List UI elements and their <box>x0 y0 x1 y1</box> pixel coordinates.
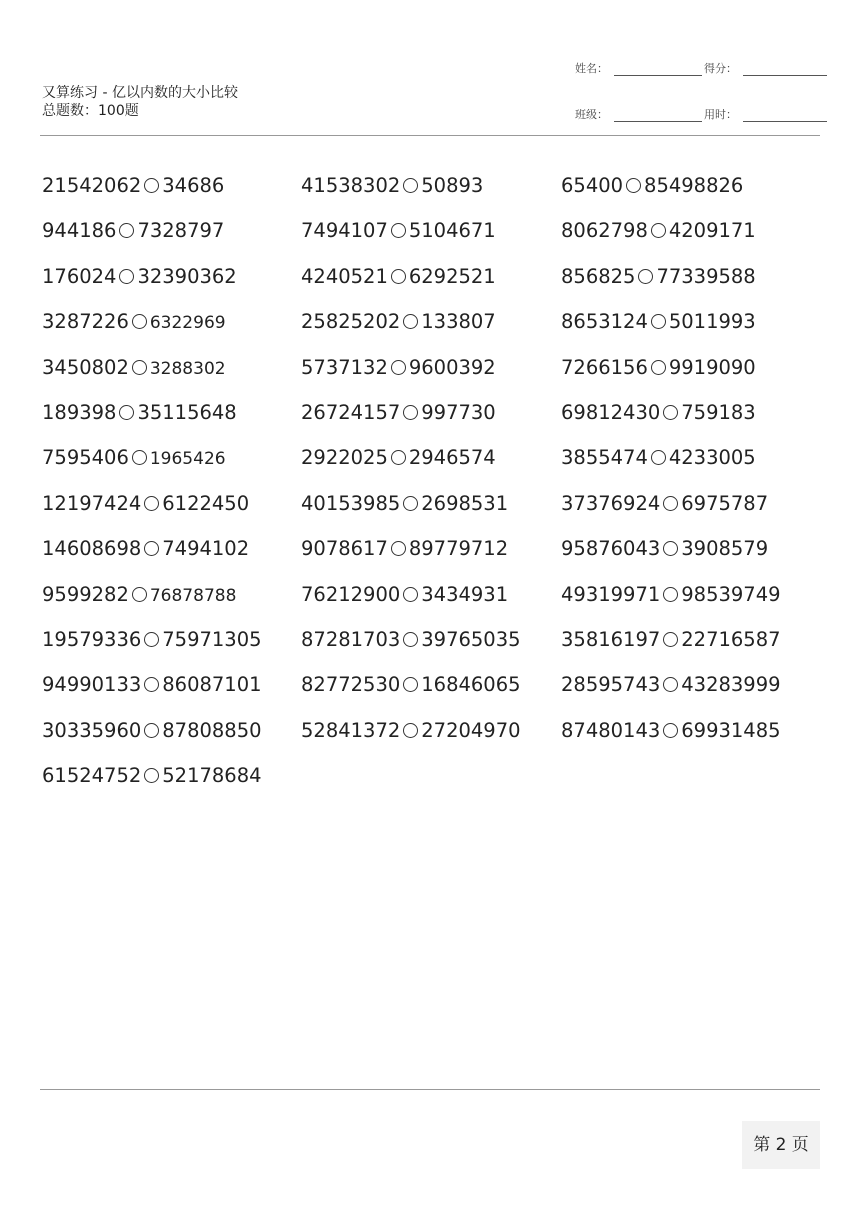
left-number: 94990133 <box>42 673 142 696</box>
left-number: 52841372 <box>301 719 401 742</box>
right-number: 16846065 <box>421 673 521 696</box>
comparison-problem <box>561 308 756 336</box>
comparison-problem <box>561 535 768 563</box>
comparison-problem <box>301 217 496 245</box>
answer-circle[interactable] <box>663 723 678 738</box>
right-number: 3434931 <box>421 583 509 606</box>
right-number: 2946574 <box>408 446 496 469</box>
comparison-problem <box>561 581 781 609</box>
answer-circle[interactable] <box>391 223 406 238</box>
comparison-problem <box>42 671 262 699</box>
comparison-problem <box>301 399 496 427</box>
left-number: 5737132 <box>301 356 388 379</box>
right-number: 133807 <box>421 310 496 333</box>
comparison-problem <box>301 626 521 654</box>
left-number: 3450802 <box>42 356 129 379</box>
right-number: 1965426 <box>149 449 226 469</box>
total-count: 总题数：100题 <box>42 103 139 119</box>
answer-circle[interactable] <box>132 314 147 329</box>
time-label: 用时： <box>704 108 737 121</box>
answer-circle[interactable] <box>403 677 418 692</box>
comparison-problem <box>42 263 237 291</box>
right-number: 3288302 <box>149 359 226 379</box>
answer-circle[interactable] <box>663 677 678 692</box>
right-number: 6122450 <box>162 492 250 515</box>
comparison-problem <box>42 626 262 654</box>
answer-circle[interactable] <box>144 178 159 193</box>
right-number: 6322969 <box>149 313 226 333</box>
comparison-problem <box>42 581 236 609</box>
comparison-problem <box>561 717 781 745</box>
right-number: 85498826 <box>644 174 744 197</box>
name-blank[interactable] <box>614 63 702 76</box>
right-number: 34686 <box>162 174 225 197</box>
comparison-problem <box>561 490 768 518</box>
right-number: 35115648 <box>137 401 237 424</box>
right-number: 9600392 <box>408 356 496 379</box>
left-number: 21542062 <box>42 174 142 197</box>
left-number: 7494107 <box>301 219 388 242</box>
left-number: 82772530 <box>301 673 401 696</box>
right-number: 4233005 <box>668 446 756 469</box>
right-number: 9919090 <box>668 356 756 379</box>
answer-circle[interactable] <box>144 496 159 511</box>
right-number: 32390362 <box>137 265 237 288</box>
answer-circle[interactable] <box>638 269 653 284</box>
comparison-problem <box>42 172 224 200</box>
answer-circle[interactable] <box>651 450 666 465</box>
left-number: 87281703 <box>301 628 401 651</box>
left-number: 8062798 <box>561 219 648 242</box>
answer-circle[interactable] <box>403 405 418 420</box>
comparison-problem <box>561 444 756 472</box>
answer-circle[interactable] <box>391 541 406 556</box>
comparison-problem <box>42 354 226 382</box>
comparison-problem <box>42 217 224 245</box>
right-number: 6292521 <box>408 265 496 288</box>
right-number: 7328797 <box>137 219 225 242</box>
right-number: 3908579 <box>681 537 769 560</box>
left-number: 49319971 <box>561 583 661 606</box>
right-number: 7494102 <box>162 537 250 560</box>
footer-divider <box>40 1089 820 1090</box>
right-number: 5011993 <box>668 310 756 333</box>
left-number: 4240521 <box>301 265 388 288</box>
left-number: 76212900 <box>301 583 401 606</box>
right-number: 77339588 <box>656 265 756 288</box>
comparison-problem <box>42 535 249 563</box>
left-number: 189398 <box>42 401 117 424</box>
left-number: 65400 <box>561 174 624 197</box>
right-number: 759183 <box>681 401 756 424</box>
right-number: 52178684 <box>162 764 262 787</box>
header-divider <box>40 135 820 136</box>
worksheet-header <box>0 0 860 140</box>
left-number: 95876043 <box>561 537 661 560</box>
left-number: 28595743 <box>561 673 661 696</box>
answer-circle[interactable] <box>626 178 641 193</box>
worksheet-title: 又算练习 - 亿以内数的大小比较 <box>42 85 238 101</box>
left-number: 8653124 <box>561 310 648 333</box>
comparison-problem <box>301 172 483 200</box>
answer-circle[interactable] <box>144 768 159 783</box>
right-number: 22716587 <box>681 628 781 651</box>
left-number: 7595406 <box>42 446 129 469</box>
answer-circle[interactable] <box>132 587 147 602</box>
comparison-problem <box>561 671 781 699</box>
comparison-problem <box>42 762 262 790</box>
left-number: 176024 <box>42 265 117 288</box>
comparison-problem <box>42 717 262 745</box>
left-number: 944186 <box>42 219 117 242</box>
comparison-problem <box>42 490 249 518</box>
answer-circle[interactable] <box>119 223 134 238</box>
answer-circle[interactable] <box>403 632 418 647</box>
left-number: 26724157 <box>301 401 401 424</box>
answer-circle[interactable] <box>403 178 418 193</box>
answer-circle[interactable] <box>663 405 678 420</box>
right-number: 76878788 <box>149 586 237 606</box>
answer-circle[interactable] <box>119 405 134 420</box>
answer-circle[interactable] <box>144 541 159 556</box>
page-number: 第 2 页 <box>742 1121 820 1169</box>
left-number: 61524752 <box>42 764 142 787</box>
comparison-problem <box>301 717 521 745</box>
left-number: 30335960 <box>42 719 142 742</box>
answer-circle[interactable] <box>663 541 678 556</box>
answer-circle[interactable] <box>132 360 147 375</box>
left-number: 2922025 <box>301 446 388 469</box>
answer-circle[interactable] <box>403 587 418 602</box>
comparison-problem <box>561 626 781 654</box>
comparison-problem <box>301 444 496 472</box>
right-number: 43283999 <box>681 673 781 696</box>
comparison-problem <box>301 308 496 336</box>
comparison-problem <box>561 217 756 245</box>
time-blank[interactable] <box>743 109 827 122</box>
left-number: 9599282 <box>42 583 129 606</box>
comparison-problem <box>561 263 756 291</box>
answer-circle[interactable] <box>651 223 666 238</box>
answer-circle[interactable] <box>132 450 147 465</box>
right-number: 75971305 <box>162 628 262 651</box>
left-number: 25825202 <box>301 310 401 333</box>
left-number: 856825 <box>561 265 636 288</box>
left-number: 35816197 <box>561 628 661 651</box>
right-number: 69931485 <box>681 719 781 742</box>
class-blank[interactable] <box>614 109 702 122</box>
answer-circle[interactable] <box>651 314 666 329</box>
comparison-problem <box>42 399 237 427</box>
comparison-problem <box>301 581 508 609</box>
answer-circle[interactable] <box>403 723 418 738</box>
answer-circle[interactable] <box>119 269 134 284</box>
comparison-problem <box>42 308 226 336</box>
left-number: 7266156 <box>561 356 648 379</box>
comparison-problem <box>301 490 508 518</box>
answer-circle[interactable] <box>651 360 666 375</box>
left-number: 41538302 <box>301 174 401 197</box>
right-number: 50893 <box>421 174 484 197</box>
comparison-problem <box>561 399 756 427</box>
right-number: 4209171 <box>668 219 756 242</box>
right-number: 5104671 <box>408 219 496 242</box>
left-number: 9078617 <box>301 537 388 560</box>
class-label: 班级： <box>575 108 608 121</box>
right-number: 6975787 <box>681 492 769 515</box>
right-number: 27204970 <box>421 719 521 742</box>
score-blank[interactable] <box>743 63 827 76</box>
right-number: 39765035 <box>421 628 521 651</box>
right-number: 86087101 <box>162 673 262 696</box>
answer-circle[interactable] <box>391 269 406 284</box>
answer-circle[interactable] <box>403 314 418 329</box>
answer-circle[interactable] <box>663 496 678 511</box>
comparison-problem <box>301 671 521 699</box>
comparison-problem <box>301 354 496 382</box>
comparison-problem <box>301 535 508 563</box>
left-number: 87480143 <box>561 719 661 742</box>
left-number: 19579336 <box>42 628 142 651</box>
name-score-line <box>575 60 827 76</box>
left-number: 12197424 <box>42 492 142 515</box>
answer-circle[interactable] <box>144 677 159 692</box>
left-number: 69812430 <box>561 401 661 424</box>
class-time-line <box>575 106 827 122</box>
answer-circle[interactable] <box>663 632 678 647</box>
left-number: 3287226 <box>42 310 129 333</box>
right-number: 2698531 <box>421 492 509 515</box>
comparison-problem <box>301 263 496 291</box>
right-number: 997730 <box>421 401 496 424</box>
answer-circle[interactable] <box>144 723 159 738</box>
answer-circle[interactable] <box>403 496 418 511</box>
name-label: 姓名： <box>575 62 608 75</box>
left-number: 37376924 <box>561 492 661 515</box>
answer-circle[interactable] <box>144 632 159 647</box>
answer-circle[interactable] <box>663 587 678 602</box>
score-label: 得分： <box>704 62 737 75</box>
left-number: 40153985 <box>301 492 401 515</box>
right-number: 87808850 <box>162 719 262 742</box>
answer-circle[interactable] <box>391 450 406 465</box>
comparison-problem <box>561 172 743 200</box>
comparison-problem <box>561 354 756 382</box>
title-block <box>42 84 238 120</box>
right-number: 89779712 <box>408 537 509 560</box>
answer-circle[interactable] <box>391 360 406 375</box>
right-number: 98539749 <box>681 583 781 606</box>
left-number: 3855474 <box>561 446 648 469</box>
comparison-problem <box>42 444 226 472</box>
left-number: 14608698 <box>42 537 142 560</box>
